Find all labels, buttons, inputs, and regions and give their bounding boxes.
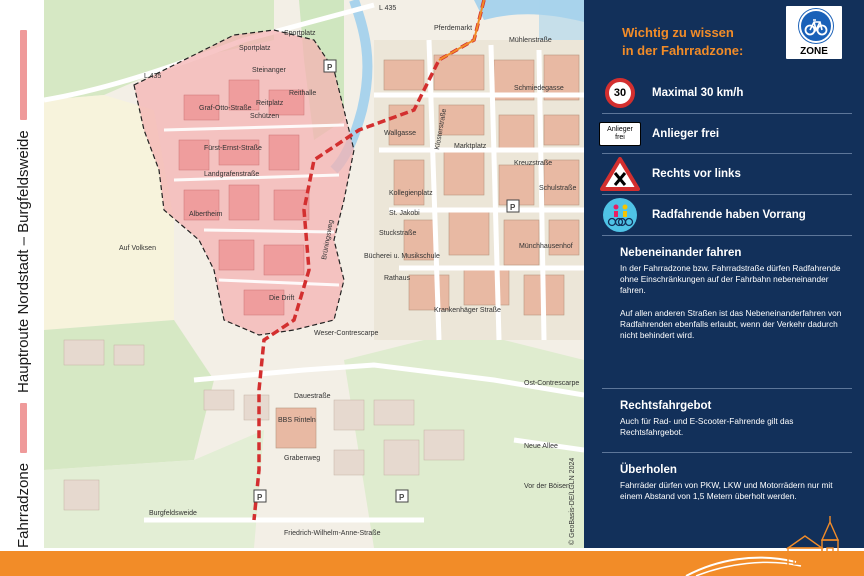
svg-text:Friedrich-Wilhelm-Anne-Straße: Friedrich-Wilhelm-Anne-Straße (284, 530, 381, 537)
title-stripe-right (20, 30, 27, 120)
svg-text:Krankenhäger Straße: Krankenhäger Straße (434, 307, 501, 314)
svg-text:Weser-Contrescarpe: Weser-Contrescarpe (314, 330, 379, 337)
section-text: Auf allen anderen Straßen ist das Nebeneinanderfahren von Radfahrenden ebenfalls erlaubt, wenn der Verkehr dadurch nicht behindert wird. (620, 307, 842, 341)
divider (602, 388, 852, 389)
svg-text:L 435: L 435 (379, 5, 397, 12)
title-fahrradzone: Fahrradzone (14, 462, 32, 548)
section-text: Fahrräder dürfen von PKW, LKW und Motorrädern nur mit einem Abstand von 1,5 Metern überholt werden. (620, 480, 833, 502)
svg-text:Grabenweg: Grabenweg (284, 455, 321, 462)
svg-text:Schulstraße: Schulstraße (539, 185, 577, 192)
svg-text:Mühlenstraße: Mühlenstraße (509, 37, 552, 44)
panel-heading (622, 24, 782, 60)
svg-text:Auf Volksen: Auf Volksen (119, 245, 156, 252)
section-rechtsfahrgebot (620, 400, 852, 438)
svg-text:Reithalle: Reithalle (289, 90, 317, 97)
section-nebeneinander (620, 247, 852, 341)
speed-limit-30-icon: 30 (605, 78, 635, 108)
title-stripe-left (20, 403, 27, 453)
rule-right-before-left (598, 154, 852, 194)
svg-text:Bücherei u. Musikschule: Bücherei u. Musikschule (364, 253, 440, 260)
right-before-left-sign-icon (600, 157, 640, 191)
svg-text:Albertheim: Albertheim (189, 211, 223, 218)
svg-text:Münchhausenhof: Münchhausenhof (519, 243, 573, 250)
svg-text:Ost-Contrescarpe: Ost-Contrescarpe (524, 380, 580, 387)
rule-label: Rechts vor links (652, 168, 741, 180)
rule-anlieger-frei (598, 114, 852, 154)
svg-text:Steinanger: Steinanger (252, 67, 286, 74)
section-text: Auch für Rad- und E-Scooter-Fahrende gilt das Rechtsfahrgebot. (620, 416, 794, 438)
heading-line-1: Wichtig zu wissen (622, 25, 734, 40)
svg-text:Fürst-Ernst-Straße: Fürst-Ernst-Straße (204, 145, 262, 152)
svg-text:Brüningsweg: Brüningsweg (321, 219, 335, 261)
anlieger-frei-sign-icon (599, 122, 641, 146)
svg-text:Stuckstraße: Stuckstraße (379, 230, 417, 237)
section-title: Überholen (620, 464, 677, 476)
rule-speed-limit (598, 73, 852, 113)
svg-text:Landgrafenstraße: Landgrafenstraße (204, 171, 260, 178)
fahrradzone-sign-icon (784, 4, 844, 61)
svg-text:Reitplatz: Reitplatz (256, 100, 284, 107)
svg-text:Die Drift: Die Drift (269, 295, 295, 302)
svg-text:Klosterstraße: Klosterstraße (434, 108, 449, 151)
bicycle-circle-icon (799, 9, 833, 43)
divider (602, 452, 852, 453)
svg-text:Kreuzstraße: Kreuzstraße (514, 160, 553, 167)
svg-text:Pferdemarkt: Pferdemarkt (434, 25, 473, 32)
section-text: In der Fahrradzone bzw. Fahrradstraße dürfen Radfahrende ohne Einschränkungen auf der Fahrbahn nebeneinander fahren. (620, 263, 841, 296)
svg-text:Schmiedegasse: Schmiedegasse (514, 85, 564, 92)
section-ueberholen (620, 464, 852, 502)
svg-text:P: P (399, 493, 405, 502)
svg-text:P: P (327, 63, 333, 72)
map-canvas (44, 0, 584, 548)
section-title: Rechtsfahrgebot (620, 400, 712, 412)
svg-text:Wallgasse: Wallgasse (384, 130, 417, 137)
info-panel (584, 0, 864, 548)
svg-text:Sportplatz: Sportplatz (284, 30, 316, 37)
rule-cyclists-priority (598, 195, 852, 235)
svg-text:Kollegienplatz: Kollegienplatz (389, 190, 433, 197)
svg-text:Vor der Böisen: Vor der Böisen (524, 483, 570, 490)
svg-text:Rathaus: Rathaus (384, 275, 411, 282)
svg-text:Neue Allee: Neue Allee (524, 443, 558, 450)
svg-text:Schützen: Schützen (250, 113, 280, 120)
svg-text:Burgfeldsweide: Burgfeldsweide (149, 510, 197, 517)
vertical-title (6, 0, 40, 548)
sign-line-2: frei (615, 134, 625, 141)
title-hauptroute: Hauptroute Nordstadt – Burgfeldsweide (14, 130, 32, 393)
svg-text:St. Jakobi: St. Jakobi (389, 210, 420, 217)
rule-label: Radfahrende haben Vorrang (652, 209, 806, 221)
rule-label: Maximal 30 km/h (652, 87, 744, 99)
svg-text:Dauestraße: Dauestraße (294, 393, 331, 400)
svg-text:Sportplatz: Sportplatz (239, 45, 271, 52)
svg-text:P: P (257, 493, 263, 502)
svg-text:L 435: L 435 (144, 73, 162, 80)
rule-label: Anlieger frei (652, 128, 720, 140)
map-copyright: © GeoBasis-DE/LGLN 2024 (569, 457, 576, 545)
svg-text:BBS Rinteln: BBS Rinteln (278, 417, 316, 424)
town-skyline-icon (676, 514, 864, 576)
zone-word: ZONE (800, 46, 828, 57)
cyclists-priority-icon (603, 198, 637, 232)
sign-line-1: Anlieger (607, 126, 633, 133)
route-map[interactable] (44, 0, 584, 548)
divider (602, 235, 852, 236)
svg-text:Marktplatz: Marktplatz (454, 143, 487, 150)
svg-text:P: P (510, 203, 516, 212)
svg-text:Graf-Otto-Straße: Graf-Otto-Straße (199, 105, 252, 112)
heading-line-2: in der Fahrradzone: (622, 43, 744, 58)
section-title: Nebeneinander fahren (620, 247, 742, 259)
